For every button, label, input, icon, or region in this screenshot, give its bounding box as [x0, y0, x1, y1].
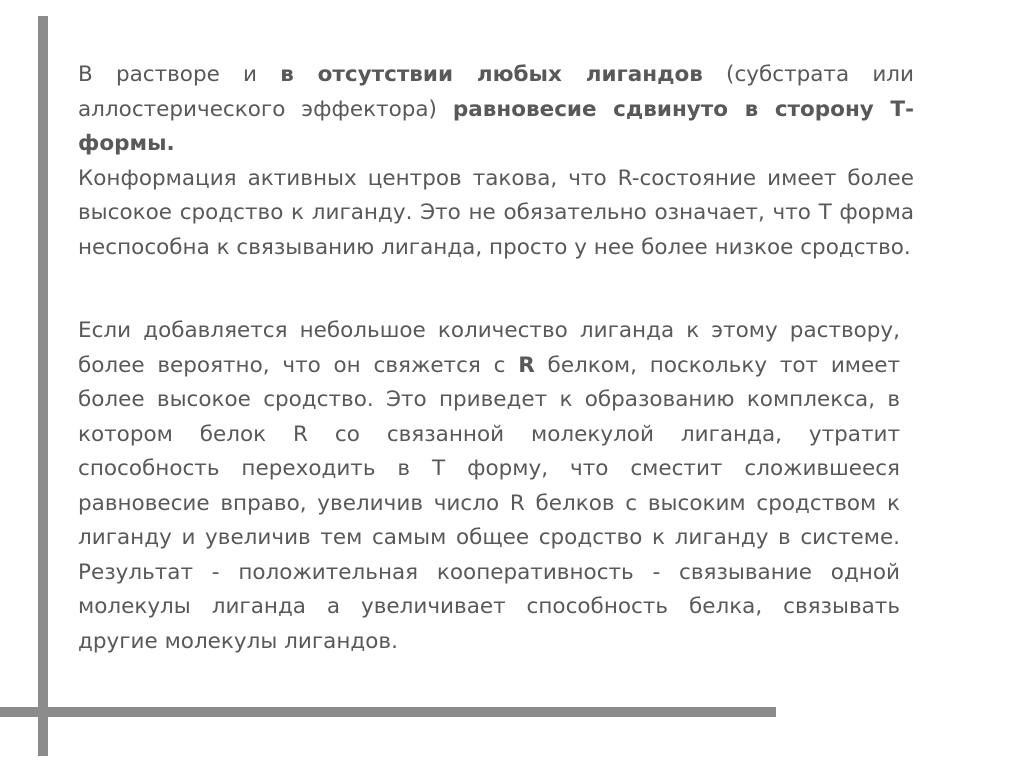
p3-text-1: Если добавляется небольшое количество лиганда к этому раствору, более вероятно, что он свяжется с — [78, 318, 900, 378]
text-block-top — [78, 58, 914, 265]
horizontal-accent-bar — [0, 707, 776, 717]
paragraph-equilibrium — [78, 58, 914, 162]
vertical-accent-bar — [38, 16, 48, 756]
p1-bold-2: равновесие сдвинуто в сторону Т-формы. — [78, 96, 914, 156]
text-block-bottom — [78, 314, 900, 659]
p3-text-2: белком, поскольку тот имеет более высокое сродство. Это приведет к образованию комплекса, в котором белок R со связанной молекулой лиганда, утратит способность переходить в Т форму, что сместит сложившееся равновесие вправо, увеличив число R белков с высоким сродством к лиганду и увеличив тем самым общее сродство к лиганду в системе. Результат - положительная кооперативность - связывание одной молекулы лиганда а увеличивает способность белка, связывать другие молекулы лигандов. — [78, 352, 900, 654]
p1-text-1: В растворе и — [78, 62, 281, 87]
p3-bold-1: R — [518, 352, 535, 378]
paragraph-conformation: Конформация активных центров такова, что R-состояние имеет более высокое сродство к лиганду. Это не обязательно означает, что Т форма неспособна к связыванию лиганда, просто у нее более низкое сродство. — [78, 165, 914, 260]
p1-text-2: (субстрата или аллостерического эффектора) — [78, 62, 915, 122]
paragraph-cooperativity — [78, 314, 900, 659]
p1-bold-1: в отсутствии любых лигандов — [280, 62, 703, 87]
